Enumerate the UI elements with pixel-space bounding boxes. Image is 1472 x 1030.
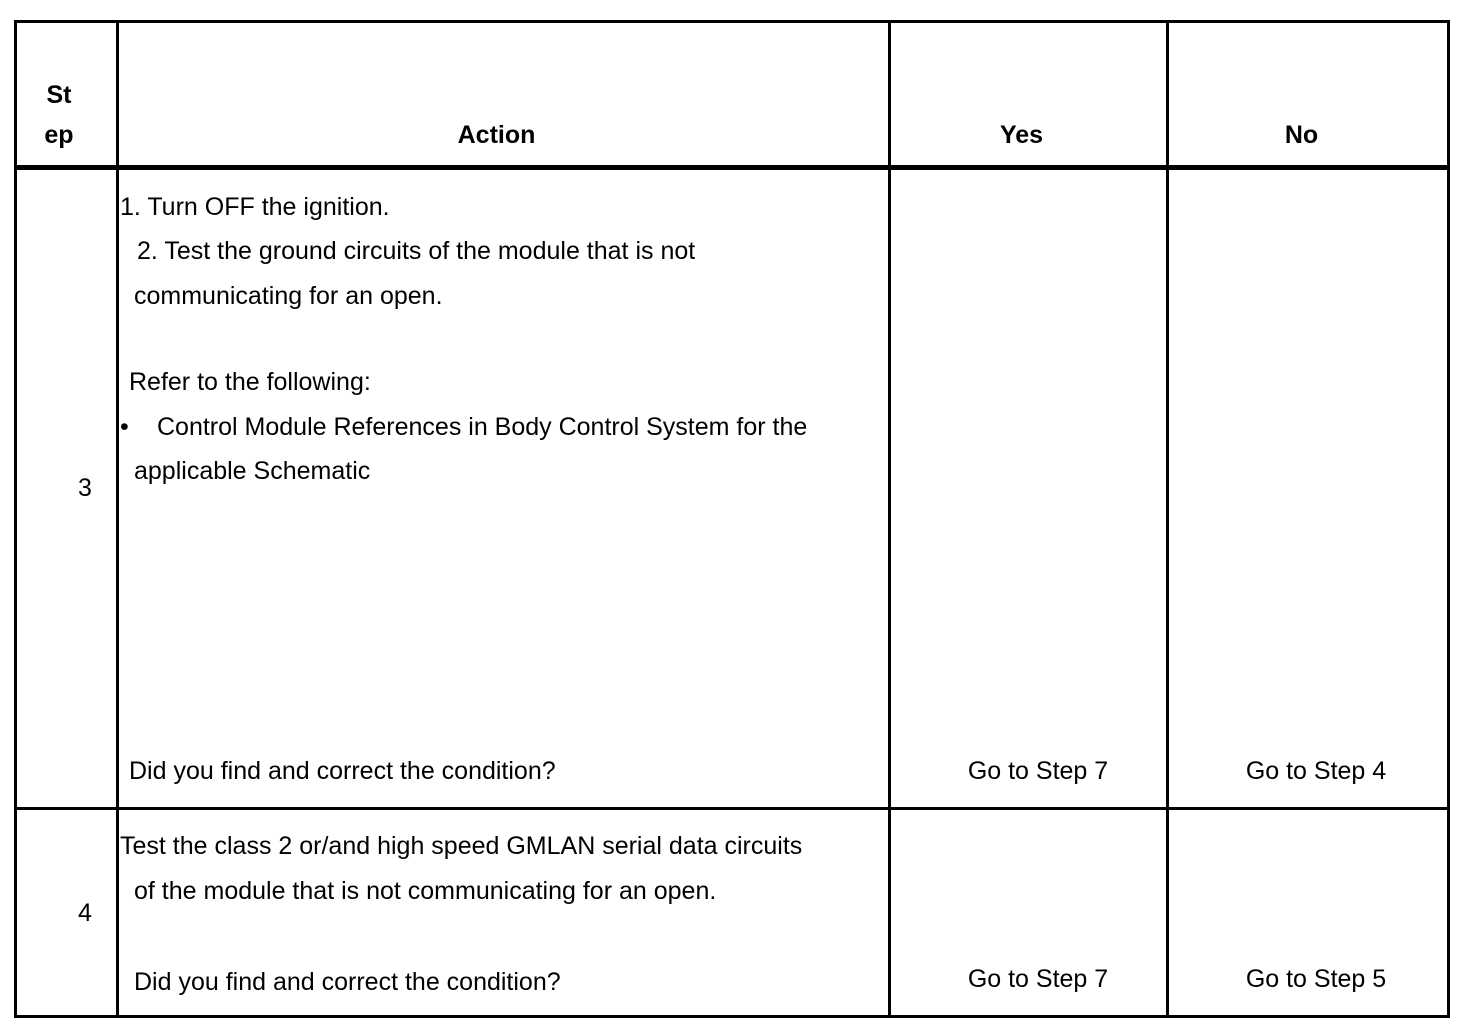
row-divider — [14, 807, 1450, 810]
action-line: 1. Turn OFF the ignition. — [120, 193, 390, 221]
header-no: No — [1284, 121, 1319, 149]
step-number: 4 — [78, 899, 92, 927]
action-question: Did you find and correct the condition? — [129, 757, 556, 785]
table-border-top — [14, 20, 1450, 23]
header-yes: Yes — [999, 121, 1044, 149]
header-step-line1: St — [46, 81, 72, 109]
yes-result: Go to Step 7 — [967, 965, 1109, 993]
action-line: applicable Schematic — [134, 457, 371, 485]
diagnostic-table — [14, 20, 1450, 1018]
header-action: Action — [457, 121, 536, 149]
header-step-line2: ep — [44, 121, 74, 149]
action-question: Did you find and correct the condition? — [134, 968, 561, 996]
table-border-bottom — [14, 1015, 1450, 1018]
header-divider — [14, 165, 1450, 170]
action-line: Refer to the following: — [129, 368, 371, 396]
action-line: of the module that is not communicating for an open. — [134, 877, 717, 905]
action-line: Control Module References in Body Control System for the — [157, 413, 808, 441]
step-number: 3 — [78, 474, 92, 502]
action-line: Test the class 2 or/and high speed GMLAN serial data circuits — [120, 832, 803, 860]
no-result: Go to Step 5 — [1245, 965, 1387, 993]
action-line: communicating for an open. — [134, 282, 443, 310]
yes-result: Go to Step 7 — [967, 757, 1109, 785]
bullet-icon: • — [120, 413, 129, 441]
action-line: 2. Test the ground circuits of the module that is not — [137, 237, 696, 265]
no-result: Go to Step 4 — [1245, 757, 1387, 785]
